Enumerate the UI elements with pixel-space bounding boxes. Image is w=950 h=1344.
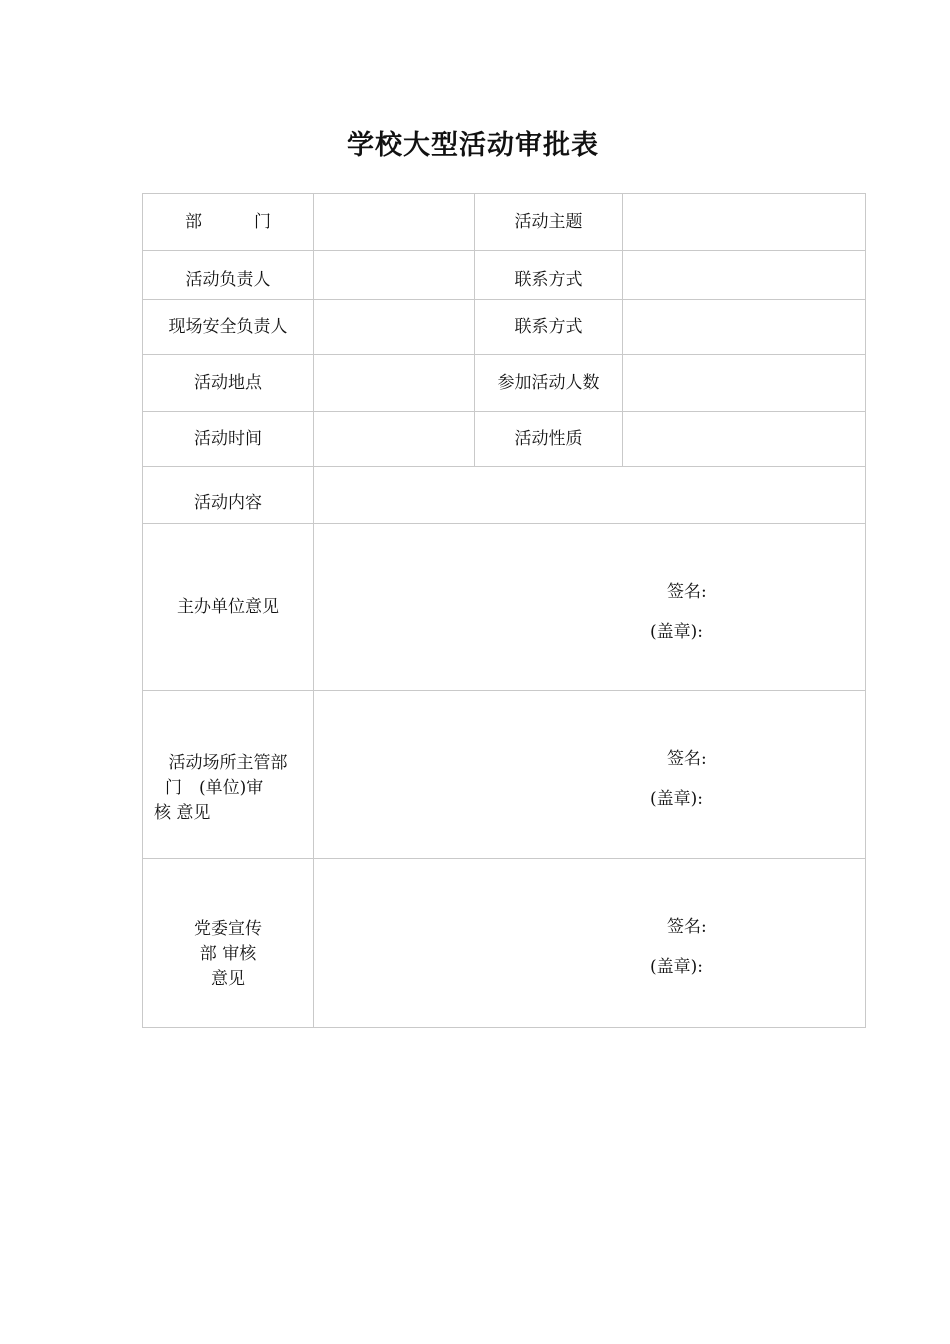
nature-field[interactable] — [623, 412, 866, 467]
theme-field[interactable] — [623, 194, 866, 251]
theme-label: 活动主题 — [475, 194, 623, 251]
time-label: 活动时间 — [143, 412, 314, 467]
department-label-part-b: 门 — [254, 211, 271, 232]
table-row — [143, 355, 866, 412]
content-field[interactable] — [314, 467, 866, 524]
organizer-signature-block — [650, 580, 770, 645]
department-label — [143, 194, 314, 251]
organizer-seal-label: (盖章): — [650, 622, 703, 642]
participants-field[interactable] — [623, 355, 866, 412]
venue-label-line2: 门 (单位)审 — [165, 778, 264, 798]
table-row — [143, 524, 866, 691]
table-row — [143, 859, 866, 1028]
contact-label: 联系方式 — [475, 251, 623, 300]
table-row — [143, 194, 866, 251]
safety-leader-field[interactable] — [314, 300, 475, 355]
department-field[interactable] — [314, 194, 475, 251]
venue-signature-block — [650, 747, 770, 812]
venue-label-line1: 活动场所主管部 — [168, 753, 288, 773]
participants-label: 参加活动人数 — [475, 355, 623, 412]
venue-opinion-label — [143, 691, 314, 859]
approval-form-table — [142, 193, 866, 1028]
organizer-opinion-field[interactable] — [314, 524, 866, 691]
page-title: 学校大型活动审批表 — [347, 130, 599, 161]
party-sign-label: 签名: — [667, 917, 707, 937]
location-label: 活动地点 — [143, 355, 314, 412]
safety-contact-label: 联系方式 — [475, 300, 623, 355]
party-opinion-label — [143, 859, 314, 1028]
content-label: 活动内容 — [143, 467, 314, 524]
contact-field[interactable] — [623, 251, 866, 300]
party-label-line2: 部 审核 — [199, 943, 257, 964]
leader-label: 活动负责人 — [143, 251, 314, 300]
venue-sign-label: 签名: — [667, 749, 707, 769]
party-opinion-field[interactable] — [314, 859, 866, 1028]
nature-label: 活动性质 — [475, 412, 623, 467]
safety-leader-label: 现场安全负责人 — [143, 300, 314, 355]
party-label-line1: 党委宣传 — [194, 918, 262, 939]
venue-label-line3: 核 意见 — [154, 803, 211, 823]
party-label-line3: 意见 — [211, 968, 245, 989]
party-signature-block — [650, 915, 770, 980]
location-field[interactable] — [314, 355, 475, 412]
safety-contact-field[interactable] — [623, 300, 866, 355]
table-row — [143, 467, 866, 524]
venue-opinion-field[interactable] — [314, 691, 866, 859]
venue-seal-label: (盖章): — [650, 789, 703, 809]
department-label-part-a: 部 — [185, 211, 202, 232]
table-row — [143, 251, 866, 300]
organizer-opinion-label: 主办单位意见 — [143, 524, 314, 691]
table-row — [143, 412, 866, 467]
organizer-sign-label: 签名: — [667, 582, 707, 602]
time-field[interactable] — [314, 412, 475, 467]
table-row — [143, 300, 866, 355]
leader-field[interactable] — [314, 251, 475, 300]
party-seal-label: (盖章): — [650, 957, 703, 977]
table-row — [143, 691, 866, 859]
